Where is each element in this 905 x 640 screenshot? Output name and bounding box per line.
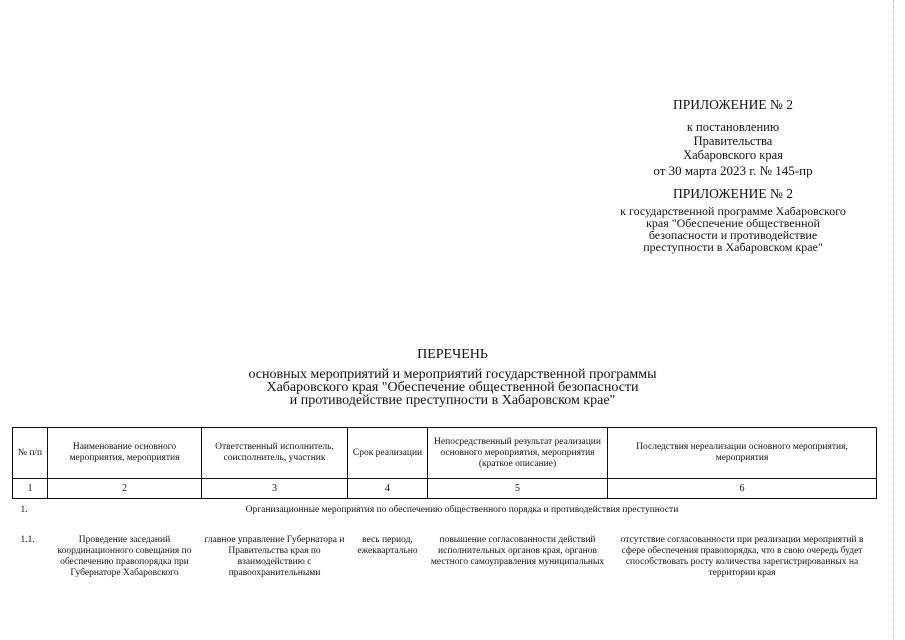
- list-subtitle-line-3: и противодействие преступности в Хабаровском крае": [289, 393, 616, 408]
- section-number: 1.: [20, 505, 28, 515]
- header-consequence: Последствия нереализации основного мероприятия, мероприятия: [608, 428, 877, 479]
- appendix-title: ПРИЛОЖЕНИЕ № 2: [672, 97, 794, 112]
- page-edge-line: [893, 0, 894, 640]
- column-number-6: 6: [608, 479, 877, 499]
- row-term: [348, 521, 428, 581]
- appendix-date-number: от 30 марта 2023 г. № 145-пр: [653, 163, 813, 178]
- header-term: Срок реализации: [348, 428, 428, 479]
- appendix2-line-4: преступности в Хабаровском крае": [643, 240, 823, 254]
- appendix2-line-3: безопасности и противодействие: [648, 228, 818, 242]
- appendix-basis: [620, 120, 846, 162]
- appendix-region: Хабаровского края: [683, 148, 783, 162]
- column-number-5: 5: [428, 479, 608, 499]
- row-measure-name-text: Проведение заседаний координационного совещания по обеспечению правопорядка при Губернаторе Хабаровского: [57, 535, 192, 578]
- row-measure-name: [48, 521, 202, 581]
- column-number-2: 2: [48, 479, 202, 499]
- column-number-3: 3: [202, 479, 348, 499]
- appendix-government: Правительства: [693, 134, 773, 148]
- appendix-to-resolution: к постановлению: [686, 120, 780, 134]
- list-subtitle-line-1: основных мероприятий и мероприятий государственной программы: [248, 367, 657, 382]
- list-heading: ПЕРЕЧЕНЬ: [417, 347, 488, 362]
- row-executor-text: главное управление Губернатора и Правительства края по взаимодействию с правоохранительными: [204, 535, 345, 578]
- section-row: [13, 499, 877, 522]
- row-result: [428, 521, 608, 581]
- measures-table: [12, 427, 877, 581]
- row-term-text: весь период, ежеквартально: [357, 535, 418, 556]
- header-result: Непосредственный результат реализации основного мероприятия, мероприятия (краткое описание): [428, 428, 608, 479]
- row-consequence: [608, 521, 877, 581]
- table-row: [13, 521, 877, 581]
- list-subtitle: [180, 368, 725, 407]
- table-column-numbers-row: [13, 479, 877, 499]
- section-title: Организационные мероприятия по обеспечению общественного порядка и противодействия преступности: [245, 505, 679, 515]
- column-number-4: 4: [348, 479, 428, 499]
- appendix2-title: ПРИЛОЖЕНИЕ № 2: [672, 186, 794, 201]
- table-header-row: [13, 428, 877, 479]
- row-executor: [202, 521, 348, 581]
- list-subtitle-line-2: Хабаровского края "Обеспечение общественной безопасности: [266, 380, 639, 395]
- row-consequence-text: отсутствие согласованности при реализации мероприятий в сфере обеспечения правопорядка, что в свою очередь будет способствовать росту количества зарегистрированных на территории края: [620, 535, 864, 578]
- appendix2-basis: [600, 205, 866, 253]
- header-executor: Ответственный исполнитель, соисполнитель, участник: [202, 428, 348, 479]
- row-number: 1.1.: [20, 535, 35, 545]
- column-number-1: 1: [13, 479, 48, 499]
- appendix2-line-1: к государственной программе Хабаровского: [620, 204, 846, 218]
- row-result-text: повышение согласованности действий исполнительных органов края, органов местного самоуправления муниципальных: [430, 535, 605, 567]
- appendix2-line-2: края "Обеспечение общественной: [646, 216, 820, 230]
- header-number: № п/п: [13, 428, 48, 479]
- header-measure-name: Наименование основного мероприятия, мероприятия: [48, 428, 202, 479]
